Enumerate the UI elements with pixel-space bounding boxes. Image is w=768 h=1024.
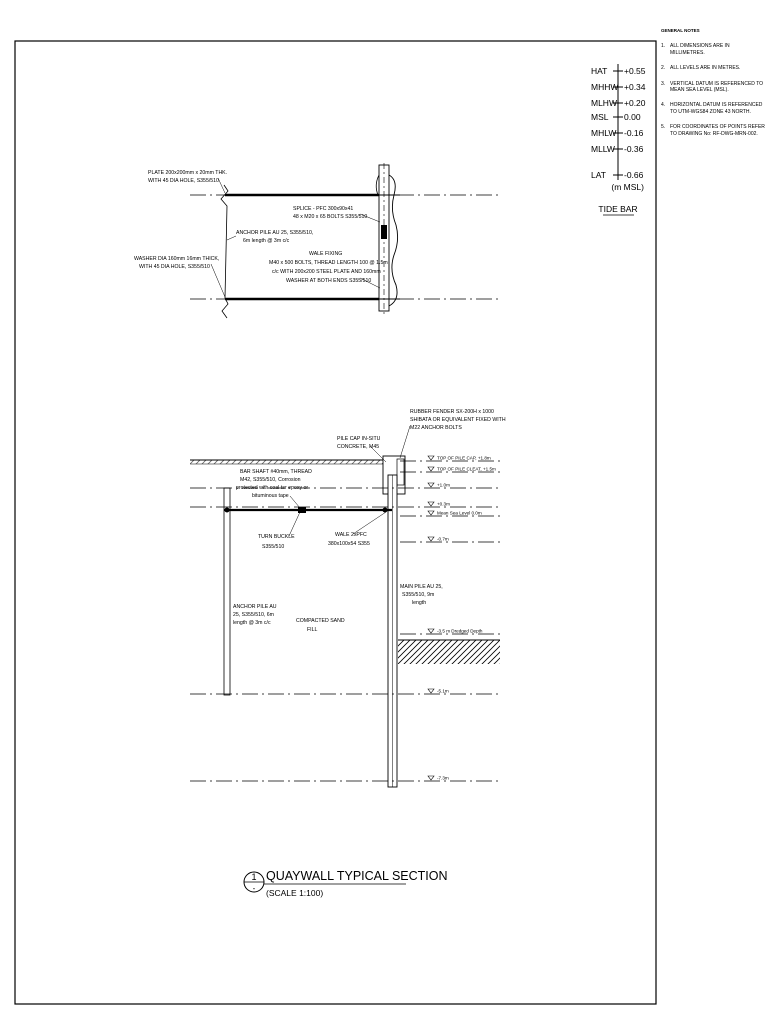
level-triangle-icon — [428, 456, 434, 460]
bar-shaft-label-2: M42, S355/510, Corrosion — [240, 477, 301, 483]
level-triangle-icon — [428, 776, 434, 780]
main-pile-label-3: length — [412, 600, 427, 606]
level-triangle-icon — [428, 502, 434, 506]
fender-label-1: RUBBER FENDER SX-200H x 1000 — [410, 409, 494, 415]
tide-level — [591, 112, 641, 122]
level-label: +0.3m — [437, 501, 450, 507]
waling-label-2: M40 x 500 BOLTS, THREAD LENGTH 100 @ 1.5m — [269, 260, 388, 266]
pile-cap-label-2: CONCRETE, M45 — [337, 444, 380, 450]
level-marker — [400, 456, 500, 462]
level-label: TOP OF PILE CAP, +1.8m — [437, 455, 491, 461]
main-pile-label-2: S355/510, 9m — [402, 592, 435, 598]
general-note-number: 2. — [661, 65, 666, 72]
general-notes-heading: GENERAL NOTES — [661, 28, 700, 33]
tide-level-value: -0.36 — [624, 144, 644, 154]
main-pile-label-1: MAIN PILE AU 25, — [400, 584, 443, 590]
tide-level-value: +0.55 — [624, 66, 646, 76]
anchor-pile — [224, 488, 230, 695]
waling-label-4: WASHER AT BOTH ENDS S355/510 — [286, 278, 372, 284]
general-note — [661, 124, 765, 137]
fender-label-3: M22 ANCHOR BOLTS — [410, 425, 462, 431]
washer-label-2: WITH 45 DIA HOLE, S355/510 — [139, 264, 210, 270]
washer-label-1: WASHER DIA 160mm 16mm THICK, — [134, 256, 220, 262]
plan-annotations — [134, 170, 388, 297]
turn-buckle-label-1: TURN BUCKLE — [258, 534, 295, 540]
fender-label-2: SHIBATA OR EQUIVALENT FIXED WITH — [410, 417, 506, 423]
title-block — [244, 869, 448, 898]
section-number: 1 — [251, 872, 257, 882]
tide-level — [591, 170, 644, 180]
anchor-pile-label-1: ANCHOR PILE AU — [233, 604, 277, 610]
section-annotations — [233, 409, 506, 633]
anchor-pile-label-3: length @ 3m c/c — [233, 620, 271, 626]
level-triangle-icon — [428, 467, 434, 471]
level-label: Mean Sea Level 0.0m — [437, 510, 482, 516]
plan-anchor-pile-label-1: ANCHOR PILE AU 25, S355/510, — [236, 230, 314, 236]
seabed — [398, 640, 500, 664]
level-triangle-icon — [428, 483, 434, 487]
level-triangle-icon — [428, 511, 434, 515]
tide-level-name: MSL — [591, 112, 609, 122]
level-marker — [400, 467, 500, 473]
tide-level-name: MLLW — [591, 144, 615, 154]
general-note-number: 5. — [661, 124, 666, 131]
level-marker — [400, 511, 500, 517]
waling-label-1: WALE FIXING — [309, 251, 343, 257]
tide-bar-title: TIDE BAR — [598, 204, 638, 214]
tide-level-name: MHHW — [591, 82, 619, 92]
splice-label-1: SPLICE - PFC 300x90x41 — [293, 206, 354, 212]
tide-level-value: 0.00 — [624, 112, 641, 122]
drawing-border — [15, 41, 656, 1004]
level-label: -5.1m — [437, 688, 449, 694]
tide-level-name: HAT — [591, 66, 608, 76]
level-marker — [190, 502, 500, 508]
anchor-pile-label-2: 25, S355/510, 6m — [233, 612, 274, 618]
fill-label-1: COMPACTED SAND — [296, 618, 345, 624]
tide-level-name: MHLW — [591, 128, 617, 138]
wale-label-1: WALE 2xPFC — [335, 532, 367, 538]
plan-anchor-pile-label-2: 6m length @ 3m c/c — [243, 238, 290, 244]
level-label: -0.7m — [437, 536, 449, 542]
general-notes — [661, 28, 765, 146]
tide-level-name: MLHW — [591, 98, 617, 108]
level-label: -3.5 m Dredged Depth — [437, 628, 483, 634]
section-scale: (SCALE 1:100) — [266, 888, 324, 898]
splice-label-2: 48 x M20 x 65 BOLTS S355/510 — [293, 214, 368, 220]
general-note — [661, 65, 765, 71]
tide-level-value: -0.66 — [624, 170, 644, 180]
level-label: +1.0m — [437, 482, 450, 488]
level-marker — [400, 537, 500, 543]
general-note-text: ALL LEVELS ARE IN METRES. — [670, 65, 741, 72]
level-triangle-icon — [428, 689, 434, 693]
general-note-text: ALL DIMENSIONS ARE IN MILLIMETRES. — [670, 43, 730, 56]
general-notes-list — [661, 43, 765, 137]
tide-level-value: +0.34 — [624, 82, 646, 92]
level-marker — [400, 629, 500, 635]
turn-buckle — [298, 507, 306, 513]
general-note — [661, 81, 765, 94]
bar-shaft-label-1: BAR SHAFT #40mm, THREAD — [240, 469, 312, 475]
tide-level-value: +0.20 — [624, 98, 646, 108]
general-note-number: 1. — [661, 43, 666, 50]
tide-level — [591, 144, 644, 154]
tide-bar — [591, 64, 646, 215]
level-lines — [190, 456, 500, 782]
level-label: TOP OF PILE CLEAT, +1.5m — [437, 466, 496, 472]
tide-level — [591, 82, 646, 92]
general-note-text: VERTICAL DATUM IS REFERENCED TO MEAN SEA LEVEL (MSL). — [670, 80, 764, 94]
level-label: -7.3m — [437, 775, 449, 781]
general-note — [661, 43, 765, 56]
plan-detail — [134, 163, 500, 318]
quaywall-section — [190, 409, 506, 787]
plate-label-1: PLATE 200x200mm x 20mm THK. — [148, 170, 228, 176]
fill-label-2: FILL — [307, 627, 318, 633]
plate-label-2: WITH 45 DIA HOLE, S355/510 — [148, 178, 219, 184]
tide-bar-unit: (m MSL) — [611, 182, 644, 192]
bar-shaft-label-3: protected with coal tar epoxy or — [236, 485, 309, 491]
general-note-number: 3. — [661, 80, 666, 87]
pile-cap-label-1: PILE CAP IN-SITU — [337, 436, 381, 442]
tide-level — [591, 128, 644, 138]
level-triangle-icon — [428, 629, 434, 633]
section-title: QUAYWALL TYPICAL SECTION — [266, 869, 448, 883]
turn-buckle-label-2: S355/510 — [262, 544, 285, 550]
general-note — [661, 102, 765, 115]
wale-label-2: 380x100x54 S355 — [328, 541, 370, 547]
waling-label-3: c/c WITH 200x200 STEEL PLATE AND 160mm — [272, 269, 381, 275]
tide-level-name: LAT — [591, 170, 606, 180]
general-note-text: HORIZONTAL DATUM IS REFERENCED TO UTM-WGS84 ZONE 43 NORTH. — [670, 102, 763, 115]
level-triangle-icon — [428, 537, 434, 541]
sheet-reference: - — [252, 884, 256, 893]
bar-shaft-label-4: bituminous tape — [252, 493, 289, 499]
tide-level-value: -0.16 — [624, 128, 644, 138]
level-marker — [190, 776, 500, 782]
level-marker — [190, 689, 500, 695]
general-note-number: 4. — [661, 102, 666, 109]
general-note-text: FOR COORDINATES OF POINTS REFER TO DRAWING No: RF-DWG-MRN-002. — [670, 124, 765, 137]
